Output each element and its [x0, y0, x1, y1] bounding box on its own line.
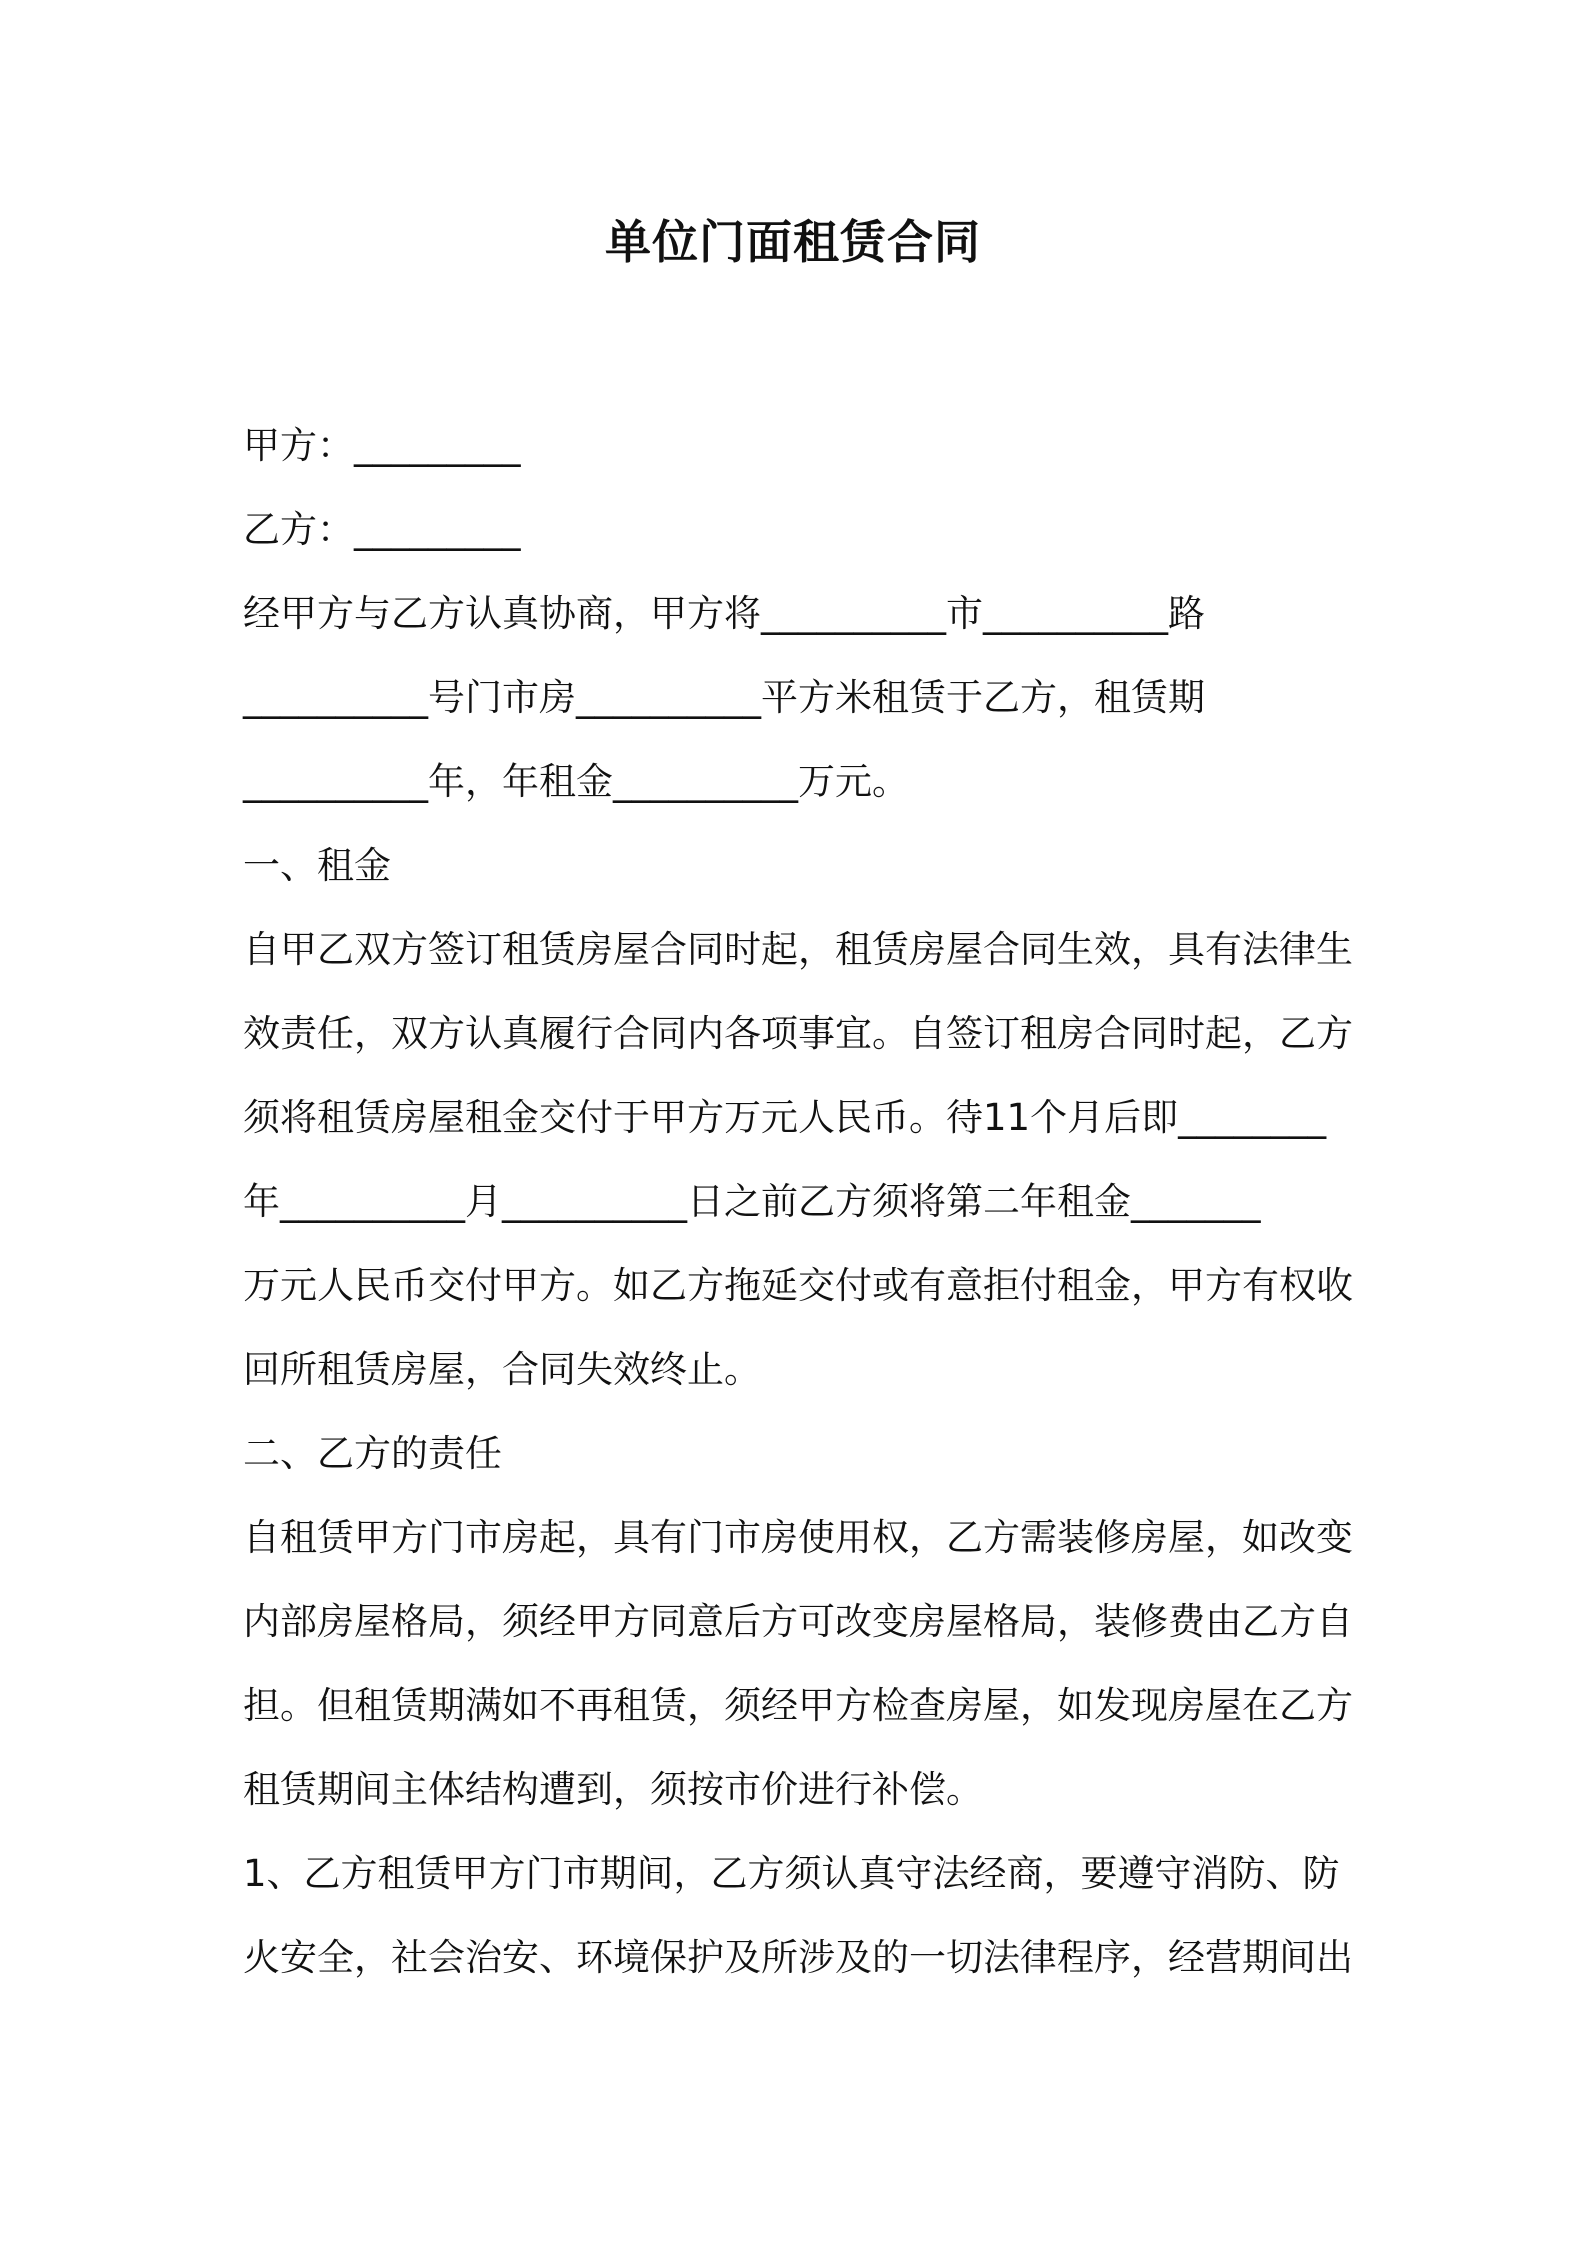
- intro-line: 经甲方与乙方认真协商，甲方将__________市__________路: [243, 592, 1205, 635]
- paragraph-line: 担。但租赁期满如不再租赁，须经甲方检查房屋，如发现房屋在乙方: [243, 1684, 1353, 1727]
- document-title: 单位门面租赁合同: [605, 215, 981, 269]
- paragraph-line: 效责任，双方认真履行合同内各项事宜。自签订租房合同时起，乙方: [243, 1012, 1353, 1055]
- document-body: [243, 404, 1353, 2000]
- section-heading-rent: 一、租金: [243, 844, 391, 887]
- intro-line: __________号门市房__________平方米租赁于乙方，租赁期: [243, 676, 1205, 719]
- paragraph-line: 租赁期间主体结构遭到，须按市价进行补偿。: [243, 1768, 983, 1811]
- paragraph-line: 自甲乙双方签订租赁房屋合同时起，租赁房屋合同生效，具有法律生: [243, 928, 1353, 971]
- clause-line: 1、乙方租赁甲方门市期间，乙方须认真守法经商，要遵守消防、防: [243, 1852, 1340, 1895]
- paragraph-line: 万元人民币交付甲方。如乙方拖延交付或有意拒付租金，甲方有权收: [243, 1264, 1353, 1307]
- paragraph-line: 年__________月__________日之前乙方须将第二年租金_______: [243, 1180, 1261, 1223]
- party-a-line: 甲方：_________: [243, 424, 521, 467]
- section-heading-party-b-duties: 二、乙方的责任: [243, 1432, 502, 1475]
- paragraph-line: 须将租赁房屋租金交付于甲方万元人民币。待11个月后即________: [243, 1096, 1327, 1139]
- paragraph-line: 回所租赁房屋，合同失效终止。: [243, 1348, 761, 1391]
- intro-line: __________年，年租金__________万元。: [243, 760, 909, 803]
- clause-line: 火安全，社会治安、环境保护及所涉及的一切法律程序，经营期间出: [243, 1936, 1353, 1979]
- paragraph-line: 内部房屋格局，须经甲方同意后方可改变房屋格局，装修费由乙方自: [243, 1600, 1353, 1643]
- paragraph-line: 自租赁甲方门市房起，具有门市房使用权，乙方需装修房屋，如改变: [243, 1516, 1353, 1559]
- party-b-line: 乙方：_________: [243, 508, 521, 551]
